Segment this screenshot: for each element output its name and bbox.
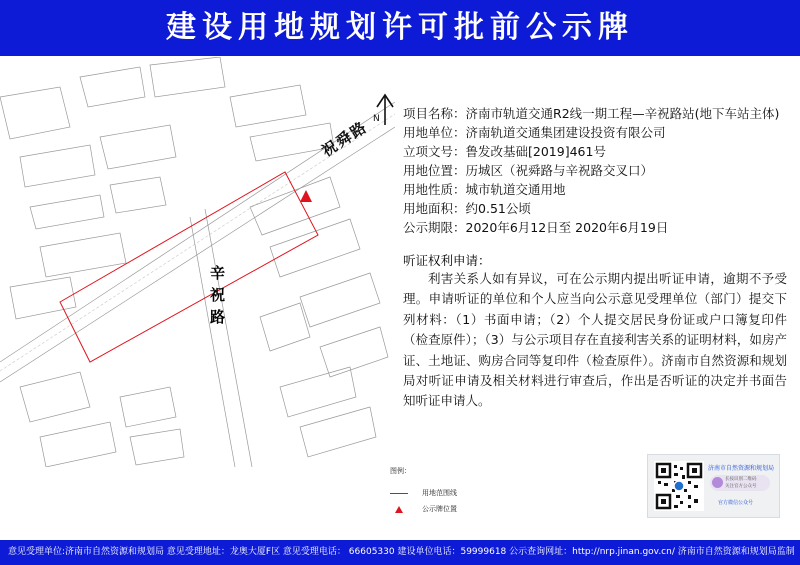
info-value: 2020年6月12日至 2020年6月19日 bbox=[465, 220, 669, 235]
triangle-icon bbox=[395, 506, 403, 513]
info-row bbox=[403, 218, 798, 237]
legend-boundary-label: 用地范围线 bbox=[422, 489, 457, 497]
qr-follow-hint: 关注官方公众号 bbox=[725, 484, 757, 489]
road-label-zhushun: 祝舜路 bbox=[318, 117, 371, 161]
legend-sign bbox=[390, 504, 457, 514]
legend-title: 图例： bbox=[390, 467, 411, 475]
info-value: 城市轨道交通用地 bbox=[465, 182, 566, 197]
info-value: 济南市轨道交通R2线一期工程—辛祝路站(地下车站主体) bbox=[465, 106, 780, 121]
info-row bbox=[403, 104, 798, 123]
sign-position-marker bbox=[300, 190, 312, 202]
boundary-line-swatch bbox=[390, 493, 408, 494]
info-label: 项目名称： bbox=[403, 106, 466, 121]
circle-logo-icon bbox=[712, 477, 723, 488]
info-label: 公示期限： bbox=[403, 220, 466, 235]
hearing-body: 利害关系人如有异议，可在公示期内提出听证申请，逾期不予受理。申请听证的单位和个人应当向公示意见受理单位（部门）提交下列材料：（1）书面申请；（2）个人提交居民身份证或户口簿复印件（检查原件）；（3）与公示项目存在直接利害关系的证明材料，如房产证、土地证、购房合同等复印件（检查原件）。济南市自然资源和规划局对听证申请及相关材料进行审查后，作出是否听证的决定并书面告知听证申请人。 bbox=[403, 271, 787, 409]
road-label-xinzhu: 辛祝路 bbox=[210, 264, 226, 326]
info-value: 历城区（祝舜路与辛祝路交叉口） bbox=[465, 163, 654, 178]
page-title: 建设用地规划许可批前公示牌 bbox=[0, 0, 800, 56]
info-label: 用地性质： bbox=[403, 182, 466, 197]
info-label: 用地面积： bbox=[403, 201, 466, 216]
info-label: 用地单位： bbox=[403, 125, 466, 140]
info-row bbox=[403, 161, 798, 180]
hearing-title: 听证权利申请： bbox=[403, 253, 491, 268]
qr-wechat-label: 官方微信公众号 bbox=[718, 500, 754, 506]
qr-agency-name: 济南市自然资源和规划局 bbox=[708, 465, 775, 472]
info-value: 鲁发改基础[2019]461号 bbox=[465, 144, 606, 159]
info-row bbox=[403, 123, 798, 142]
footer-contact: 意见受理单位:济南市自然资源和规划局 意见受理地址：龙奥大厦F区 意见受理电话： 66605330 建设单位电话：59999618 公示查询网址：http://nrp.jinan.gov.cn/ 济南市自然资源和规划局监制 bbox=[0, 540, 800, 565]
legend-sign-label: 公示牌位置 bbox=[422, 505, 457, 513]
legend-boundary bbox=[390, 488, 457, 498]
site-map bbox=[0, 57, 395, 467]
info-value: 约0.51公顷 bbox=[465, 201, 531, 216]
qr-logo bbox=[710, 475, 770, 491]
qr-scan-hint: 长按识别二维码 bbox=[725, 477, 757, 482]
info-row bbox=[403, 180, 798, 199]
site-map-drawing bbox=[0, 57, 395, 467]
project-info bbox=[403, 104, 798, 237]
site-boundary-line bbox=[60, 172, 318, 362]
info-label: 立项文号： bbox=[403, 144, 466, 159]
qr-code-icon[interactable] bbox=[654, 461, 704, 511]
info-value: 济南轨道交通集团建设投资有限公司 bbox=[465, 125, 666, 140]
info-row bbox=[403, 199, 798, 218]
qr-panel bbox=[647, 454, 780, 518]
info-row bbox=[403, 142, 798, 161]
info-label: 用地位置： bbox=[403, 163, 466, 178]
north-label: N bbox=[373, 114, 380, 124]
